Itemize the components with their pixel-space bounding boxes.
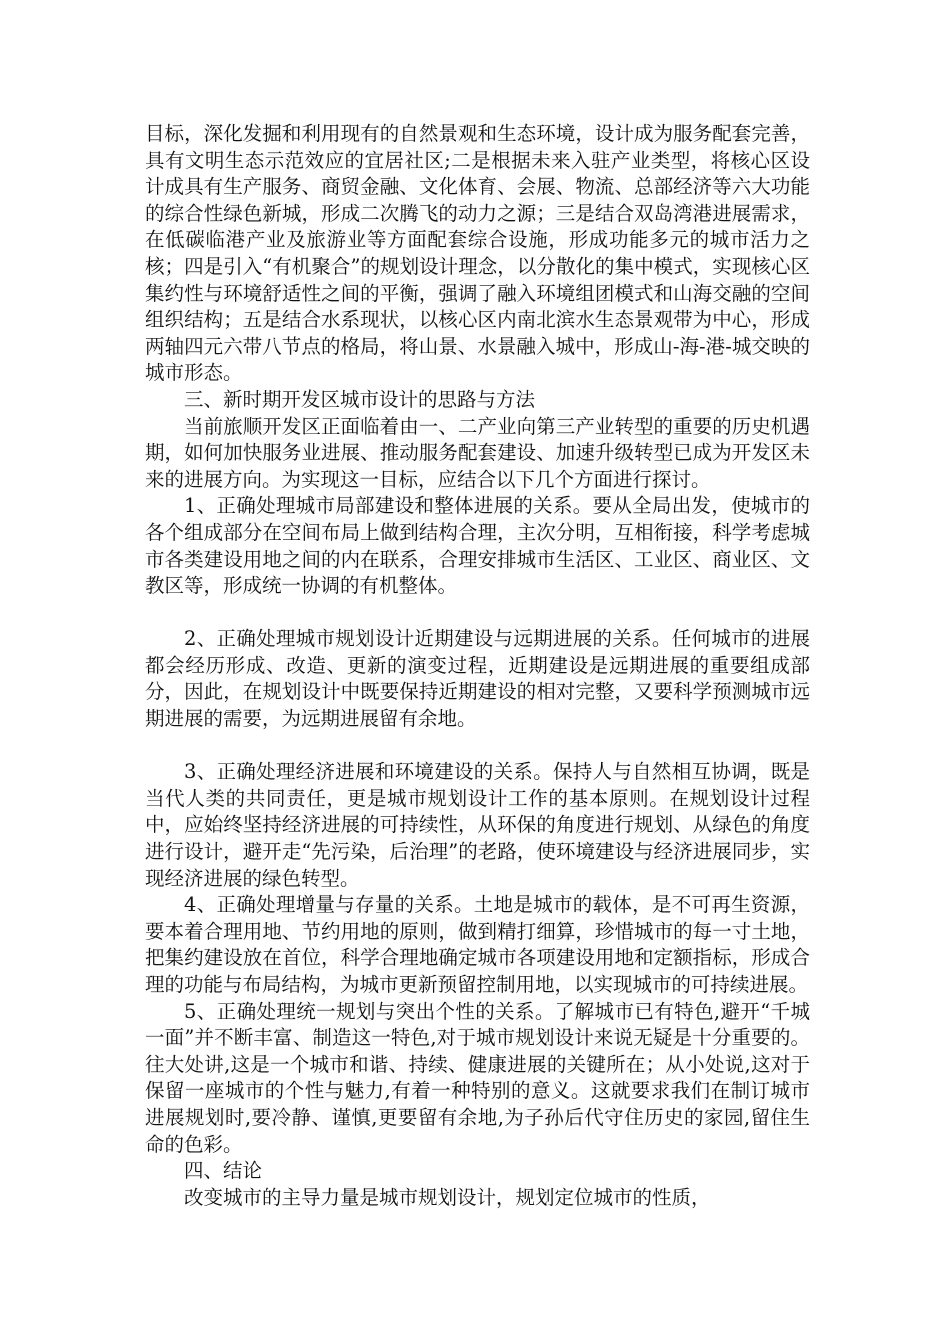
document-page [145, 121, 810, 1211]
paragraph-intro: 当前旅顺开发区正面临着由一、二产业向第三产业转型的重要的历史机遇期，如何加快服务业进展、推动服务配套建设、加速升级转型已成为开发区未来的进展方向。为实现这一目标，应结合以下几个方面进行探讨。 [145, 414, 810, 491]
paragraph-point-2: 2、正确处理城市规划设计近期建设与远期进展的关系。任何城市的进展都会经历形成、改造、更新的演变过程，近期建设是远期进展的重要组成部分，因此，在规划设计中既要保持近期建设的相对完整，又要科学预测城市远期进展的需要，为远期进展留有余地。 [145, 627, 810, 731]
paragraph-continuation: 目标，深化发掘和利用现有的自然景观和生态环境，设计成为服务配套完善，具有文明生态示范效应的宜居社区;二是根据未来入驻产业类型，将核心区设计成具有生产服务、商贸金融、文化体育、会展、物流、总部经济等六大功能的综合性绿色新城，形成二次腾飞的动力之源；三是结合双岛湾港进展需求，在低碳临港产业及旅游业等方面配套综合设施，形成功能多元的城市活力之核；四是引入“有机聚合”的规划设计理念，以分散化的集中模式，实现核心区集约性与环境舒适性之间的平衡，强调了融入环境组团模式和山海交融的空间组织结构；五是结合水系现状，以核心区内南北滨水生态景观带为中心，形成两轴四元六带八节点的格局，将山景、水景融入城中，形成山-海-港-城交映的城市形态。 [145, 122, 810, 385]
paragraph-point-5: 5、正确处理统一规划与突出个性的关系。了解城市已有特色,避开“千城一面”并不断丰富、制造这一特色,对于城市规划设计来说无疑是十分重要的。往大处讲,这是一个城市和谐、持续、健康进展的关键所在；从小处说,这对于保留一座城市的个性与魅力,有着一种特别的意义。这就要求我们在制订城市进展规划时,要冷静、谨慎,更要留有余地,为子孙后代守住历史的家园,留住生命的色彩。 [145, 999, 810, 1156]
paragraph-point-1: 1、正确处理城市局部建设和整体进展的关系。要从全局出发，使城市的各个组成部分在空间布局上做到结构合理，主次分明，互相衔接，科学考虑城市各类建设用地之间的内在联系，合理安排城市生活区、工业区、商业区、文教区等，形成统一协调的有机整体。 [145, 494, 810, 598]
section-heading-3: 三、新时期开发区城市设计的思路与方法 [184, 387, 536, 411]
section-heading-4: 四、结论 [184, 1159, 263, 1183]
paragraph-point-3: 3、正确处理经济进展和环境建设的关系。保持人与自然相互协调，既是当代人类的共同责任，更是城市规划设计工作的基本原则。在规划设计过程中，应始终坚持经济进展的可持续性，从环保的角度进行规划、从绿色的角度进行设计，避开走“先污染，后治理”的老路，使环境建设与经济进展同步，实现经济进展的绿色转型。 [145, 760, 810, 890]
paragraph-point-4: 4、正确处理增量与存量的关系。土地是城市的载体，是不可再生资源，要本着合理用地、节约用地的原则，做到精打细算，珍惜城市的每一寸土地，把集约建设放在首位，科学合理地确定城市各项建设用地和定额指标，形成合理的功能与布局结构，为城市更新预留控制用地，以实现城市的可持续进展。 [145, 893, 810, 996]
paragraph-conclusion: 改变城市的主导力量是城市规划设计，规划定位城市的性质， [184, 1185, 711, 1209]
